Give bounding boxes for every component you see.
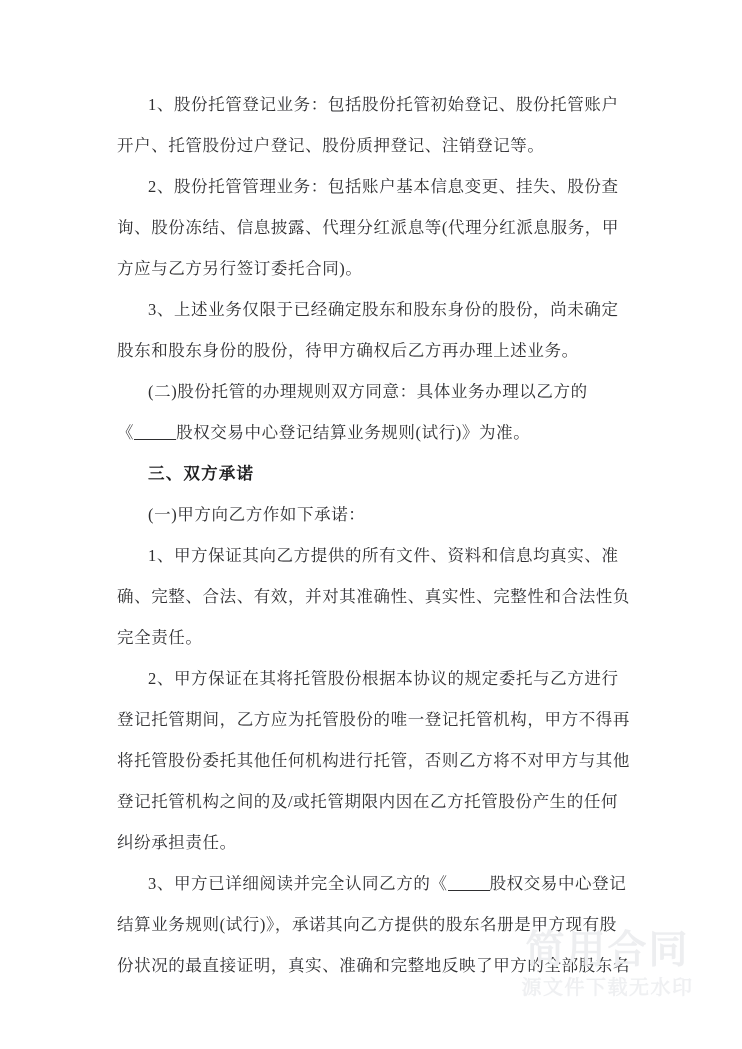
text-line: 登记托管机构之间的及/或托管期限内因在乙方托管股份产生的任何 <box>117 792 619 811</box>
text-line-suffix: 股权交易中心登记 <box>489 874 627 893</box>
fill-in-blank[interactable] <box>448 873 490 891</box>
section-heading: 三、双方承诺 <box>148 464 255 483</box>
text-line: 1、股份托管登记业务：包括股份托管初始登记、股份托管账户 <box>148 95 619 114</box>
fill-in-blank[interactable] <box>134 422 176 440</box>
text-line <box>117 863 627 904</box>
text-line: 完全责任。 <box>117 628 203 647</box>
text-line: 份状况的最直接证明，真实、准确和完整地反映了甲方的全部股东名 <box>117 956 630 975</box>
text-line: (一)甲方向乙方作如下承诺： <box>148 505 366 524</box>
text-line: 将托管股份委托其他任何机构进行托管，否则乙方将不对甲方与其他 <box>117 751 630 770</box>
text-line: 登记托管期间，乙方应为托管股份的唯一登记托管机构，甲方不得再 <box>117 710 630 729</box>
text-line: 股东和股东身份的股份，待甲方确权后乙方再办理上述业务。 <box>117 341 579 360</box>
text-line-prefix: 3、甲方已详细阅读并完全认同乙方的《 <box>148 874 448 893</box>
text-line-suffix: 股权交易中心登记结算业务规则(试行)》为准。 <box>176 423 531 442</box>
watermark-sub-text: 源文件下载无水印 <box>521 975 694 999</box>
text-line: 3、上述业务仅限于已经确定股东和股东身份的股份，尚未确定 <box>148 300 619 319</box>
text-line: 纠纷承担责任。 <box>117 833 237 852</box>
text-line <box>117 412 627 453</box>
watermark-main-text: 简用合同 <box>525 928 690 973</box>
text-line-prefix: 《 <box>117 423 135 442</box>
text-line: 开户、托管股份过户登记、股份质押登记、注销登记等。 <box>117 136 545 155</box>
text-line: 1、甲方保证其向乙方提供的所有文件、资料和信息均真实、准 <box>148 546 619 565</box>
text-line: 确、完整、合法、有效，并对其准确性、真实性、完整性和合法性负 <box>117 587 630 606</box>
text-line: 2、股份托管管理业务：包括账户基本信息变更、挂失、股份查 <box>148 177 619 196</box>
document-text-body <box>117 84 630 986</box>
text-line: (二)股份托管的办理规则双方同意：具体业务办理以乙方的 <box>148 382 588 401</box>
text-line: 结算业务规则(试行)》，承诺其向乙方提供的股东名册是甲方现有股 <box>117 915 617 934</box>
text-line: 方应与乙方另行签订委托合同)。 <box>117 259 363 278</box>
text-line: 询、股份冻结、信息披露、代理分红派息等(代理分红派息服务，甲 <box>117 218 619 237</box>
text-line: 2、甲方保证在其将托管股份根据本协议的规定委托与乙方进行 <box>148 669 619 688</box>
